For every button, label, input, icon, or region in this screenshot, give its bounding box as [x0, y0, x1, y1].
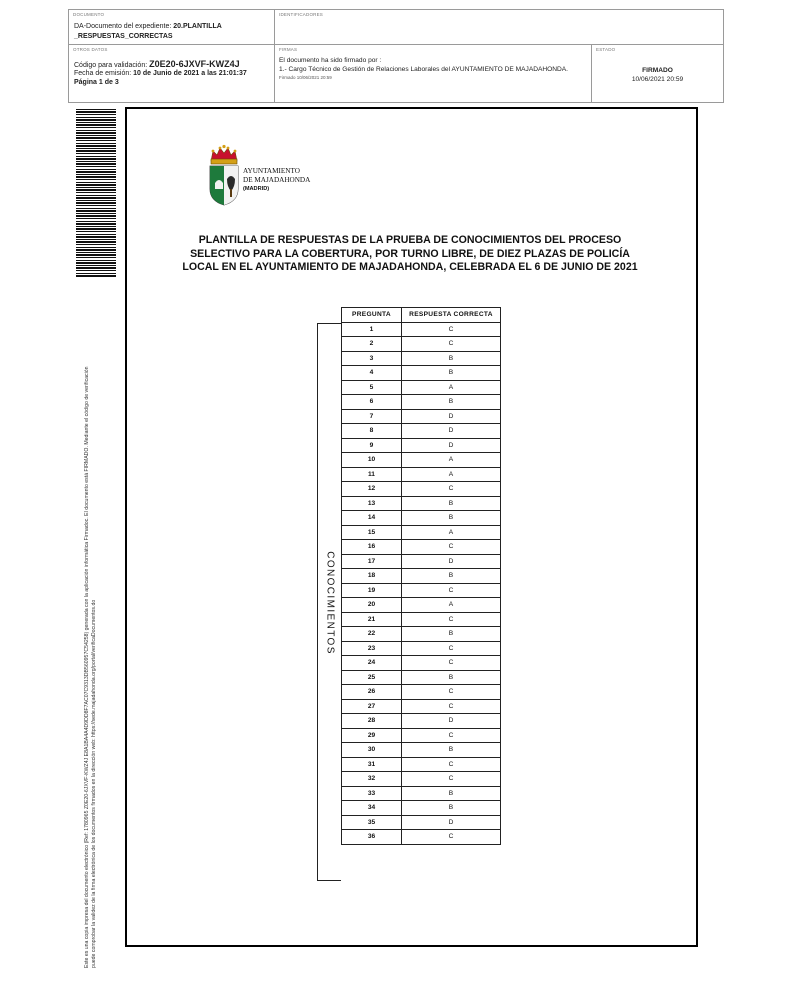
table-row [342, 743, 501, 758]
table-row [342, 482, 501, 497]
table-row [342, 337, 501, 352]
correct-answer: D [402, 815, 501, 830]
question-number: 32 [342, 772, 402, 787]
correct-answer: C [402, 540, 501, 555]
signed-date: Firmado 10/06/2021 20:59 [279, 75, 332, 80]
question-number: 5 [342, 380, 402, 395]
answers-table [341, 307, 501, 845]
correct-answer: C [402, 612, 501, 627]
correct-answer: C [402, 583, 501, 598]
correct-answer: C [402, 699, 501, 714]
table-row [342, 815, 501, 830]
question-number: 7 [342, 409, 402, 424]
table-row [342, 757, 501, 772]
status-label: ESTADO [596, 47, 616, 52]
title-line1: PLANTILLA DE RESPUESTAS DE LA PRUEBA DE CONOCIMIENTOS DEL PROCESO [198, 234, 622, 246]
correct-answer: A [402, 467, 501, 482]
correct-answer: B [402, 801, 501, 816]
question-number: 34 [342, 801, 402, 816]
question-number: 26 [342, 685, 402, 700]
document-prefix: DA-Documento del expediente: [74, 23, 172, 30]
correct-answer: C [402, 322, 501, 337]
table-row [342, 540, 501, 555]
table-row [342, 409, 501, 424]
section-label: CONOCIMIENTOS [324, 551, 336, 655]
signature-header [68, 9, 724, 103]
organization-name [243, 167, 310, 194]
identifiers-cell [275, 10, 723, 45]
table-row [342, 424, 501, 439]
table-row [342, 322, 501, 337]
question-number: 29 [342, 728, 402, 743]
correct-answer: D [402, 424, 501, 439]
signer: 1.- Cargo Técnico de Gestión de Relaciones Laborales del AYUNTAMIENTO DE MAJADAHONDA. [279, 65, 569, 73]
document-cell [69, 10, 275, 45]
issue-date-label: Fecha de emisión: [74, 70, 132, 77]
org-line2: DE MAJADAHONDA [243, 176, 311, 184]
question-number: 28 [342, 714, 402, 729]
correct-answer: B [402, 627, 501, 642]
validation-code[interactable]: Z0E20-6JXVF-KWZ4J [149, 59, 240, 69]
title-line2: SELECTIVO PARA LA COBERTURA, POR TURNO LIBRE, DE DIEZ PLAZAS DE POLICÍA [190, 247, 630, 260]
table-row [342, 801, 501, 816]
question-number: 3 [342, 351, 402, 366]
correct-answer: D [402, 409, 501, 424]
question-number: 8 [342, 424, 402, 439]
question-number: 2 [342, 337, 402, 352]
question-number: 20 [342, 598, 402, 613]
table-row [342, 728, 501, 743]
question-number: 23 [342, 641, 402, 656]
verification-text-line1: Este es una copia impresa del documento electrónico (Ref: 1780965 Z0E20-6JXVF-KWZ4J E8A1BA4A4D9DD8F7AC07C9313DB560957C54258) generada con la aplicación informática Firmadoc. El documento está FIRMADO. Mediante el código de verificación [84, 366, 90, 968]
table-row [342, 656, 501, 671]
table-row [342, 627, 501, 642]
document-title: 20.PLANTILLA _RESPUESTAS_CORRECTAS [74, 23, 222, 40]
page-count: Página 1 de 3 [74, 79, 119, 86]
org-line3: (MADRID) [243, 186, 270, 192]
question-number: 21 [342, 612, 402, 627]
question-number: 16 [342, 540, 402, 555]
page-title [160, 234, 660, 275]
document-label: DOCUMENTO [73, 12, 105, 17]
table-row [342, 786, 501, 801]
status-badge: FIRMADO [642, 67, 673, 74]
question-number: 18 [342, 569, 402, 584]
status-date: 10/06/2021 20:59 [631, 76, 684, 83]
correct-answer: C [402, 337, 501, 352]
table-row [342, 612, 501, 627]
identifiers-label: IDENTIFICADORES [279, 12, 324, 17]
correct-answer: C [402, 482, 501, 497]
correct-answer: D [402, 438, 501, 453]
section-column [317, 323, 341, 881]
correct-answer: B [402, 670, 501, 685]
table-row [342, 714, 501, 729]
correct-answer: A [402, 453, 501, 468]
correct-answer: C [402, 772, 501, 787]
correct-answer: C [402, 641, 501, 656]
table-row [342, 772, 501, 787]
question-number: 6 [342, 395, 402, 410]
table-row [342, 525, 501, 540]
table-row [342, 453, 501, 468]
question-number: 27 [342, 699, 402, 714]
correct-answer: B [402, 366, 501, 381]
col-answer-header: RESPUESTA CORRECTA [402, 308, 501, 323]
correct-answer: D [402, 554, 501, 569]
table-row [342, 395, 501, 410]
correct-answer: C [402, 830, 501, 845]
correct-answer: B [402, 395, 501, 410]
other-data-cell [69, 45, 275, 102]
signatures-cell [275, 45, 592, 102]
table-row [342, 438, 501, 453]
question-number: 14 [342, 511, 402, 526]
correct-answer: B [402, 511, 501, 526]
correct-answer: B [402, 786, 501, 801]
status-cell [592, 45, 723, 102]
question-number: 33 [342, 786, 402, 801]
validation-label: Código para validación: [74, 62, 148, 69]
question-number: 22 [342, 627, 402, 642]
table-row [342, 598, 501, 613]
question-number: 15 [342, 525, 402, 540]
question-number: 1 [342, 322, 402, 337]
signatures-label: FIRMAS [279, 47, 298, 52]
question-number: 36 [342, 830, 402, 845]
question-number: 13 [342, 496, 402, 511]
table-row [342, 569, 501, 584]
question-number: 31 [342, 757, 402, 772]
answers-body [342, 322, 501, 844]
col-question-header: PREGUNTA [342, 308, 402, 323]
correct-answer: A [402, 380, 501, 395]
question-number: 35 [342, 815, 402, 830]
question-number: 25 [342, 670, 402, 685]
correct-answer: C [402, 656, 501, 671]
table-row [342, 699, 501, 714]
signatures-text [279, 57, 568, 83]
correct-answer: C [402, 685, 501, 700]
table-row [342, 511, 501, 526]
correct-answer: B [402, 351, 501, 366]
issue-date-line [74, 70, 247, 77]
correct-answer: B [402, 569, 501, 584]
question-number: 17 [342, 554, 402, 569]
table-row [342, 641, 501, 656]
table-row [342, 496, 501, 511]
correct-answer: D [402, 714, 501, 729]
page-count-line [74, 79, 119, 86]
question-number: 10 [342, 453, 402, 468]
table-row [342, 670, 501, 685]
table-row [342, 467, 501, 482]
signed-by: El documento ha sido firmado por : [279, 57, 382, 64]
question-number: 12 [342, 482, 402, 497]
table-header-row [342, 308, 501, 323]
table-row [342, 380, 501, 395]
document-name [74, 22, 270, 41]
question-number: 30 [342, 743, 402, 758]
question-number: 9 [342, 438, 402, 453]
other-data-label: OTROS DATOS [73, 47, 108, 52]
validation-line [74, 59, 240, 69]
table-row [342, 685, 501, 700]
barcode-image [76, 109, 116, 277]
verification-text-line2: puede comprobar la validez de la firma electrónica de los documentos firmados en la dirección web: https://sede.majadahonda.org/portal/verificaDocumentos.do [91, 599, 97, 968]
question-number: 11 [342, 467, 402, 482]
correct-answer: B [402, 496, 501, 511]
correct-answer: C [402, 728, 501, 743]
table-row [342, 830, 501, 845]
table-row [342, 583, 501, 598]
table-row [342, 554, 501, 569]
question-number: 19 [342, 583, 402, 598]
table-row [342, 366, 501, 381]
correct-answer: A [402, 598, 501, 613]
table-row [342, 351, 501, 366]
issue-date-value: 10 de Junio de 2021 a las 21:01:37 [133, 70, 247, 77]
correct-answer: A [402, 525, 501, 540]
question-number: 4 [342, 366, 402, 381]
coat-of-arms-icon [207, 143, 241, 207]
question-number: 24 [342, 656, 402, 671]
correct-answer: B [402, 743, 501, 758]
title-line3: LOCAL EN EL AYUNTAMIENTO DE MAJADAHONDA, CELEBRADA EL 6 DE JUNIO DE 2021 [182, 261, 638, 273]
org-line1: AYUNTAMIENTO [243, 167, 300, 175]
correct-answer: C [402, 757, 501, 772]
